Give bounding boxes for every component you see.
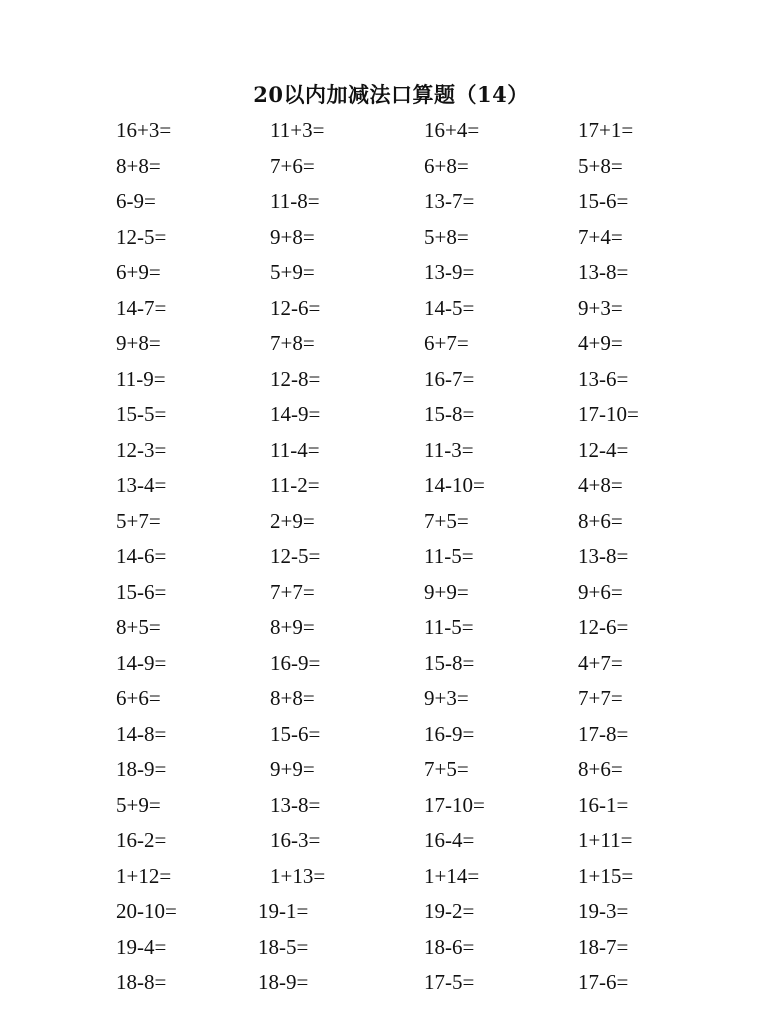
- problem-item: 13-6=: [578, 366, 629, 391]
- problem-row: [0, 326, 782, 362]
- problem-row: [0, 184, 782, 220]
- problem-item: 13-4=: [116, 473, 167, 497]
- problem-item: 7+7=: [578, 686, 623, 710]
- problem-item: 18-9=: [116, 757, 167, 781]
- problem-item: 7+7=: [270, 579, 315, 604]
- problem-item: 17+1=: [578, 118, 634, 142]
- problem-item: 16-9=: [270, 650, 321, 675]
- problem-row: [0, 255, 782, 291]
- problem-item: 13-8=: [578, 260, 629, 284]
- problem-item: 17-6=: [578, 970, 629, 994]
- problem-item: 7+6=: [270, 153, 315, 178]
- problem-item: 16-7=: [424, 366, 475, 391]
- problem-item: 9+6=: [578, 579, 623, 604]
- problem-item: 16-9=: [424, 721, 475, 746]
- problem-item: 11-8=: [270, 189, 320, 213]
- problem-item: 6+8=: [424, 153, 469, 178]
- problem-item: 13-7=: [424, 189, 475, 213]
- problem-item: 8+5=: [116, 615, 161, 639]
- problem-item: 7+5=: [424, 508, 469, 533]
- problem-item: 16-4=: [424, 828, 475, 852]
- problem-item: 6-9=: [116, 189, 156, 213]
- problem-item: 17-5=: [424, 970, 475, 994]
- problem-row: [0, 930, 782, 966]
- problem-item: 1+13=: [270, 863, 326, 888]
- problem-item: 5+9=: [270, 260, 315, 284]
- problem-item: 8+6=: [578, 508, 623, 533]
- problem-item: 1+11=: [578, 828, 633, 852]
- problem-item: 19-2=: [424, 899, 475, 923]
- problem-item: 16-1=: [578, 792, 629, 817]
- problem-item: 19-1=: [258, 899, 309, 923]
- problem-item: 13-9=: [424, 260, 475, 284]
- problem-item: 4+9=: [578, 331, 623, 355]
- problem-item: 4+8=: [578, 473, 623, 497]
- problem-grid: [0, 113, 782, 1001]
- problem-item: 12-8=: [270, 366, 321, 391]
- problem-item: 11-5=: [424, 615, 474, 639]
- problem-row: [0, 362, 782, 398]
- problem-item: 11-5=: [424, 544, 474, 568]
- problem-row: [0, 539, 782, 575]
- problem-item: 18-5=: [258, 934, 309, 959]
- problem-item: 12-3=: [116, 437, 167, 462]
- problem-row: [0, 397, 782, 433]
- problem-row: [0, 610, 782, 646]
- problem-item: 5+7=: [116, 508, 161, 533]
- problem-item: 16-2=: [116, 828, 167, 852]
- problem-item: 16+4=: [424, 118, 480, 142]
- problem-item: 12-4=: [578, 437, 629, 462]
- problem-row: [0, 468, 782, 504]
- problem-item: 13-8=: [578, 544, 629, 568]
- problem-row: [0, 504, 782, 540]
- problem-item: 20-10=: [116, 899, 177, 923]
- problem-item: 15-8=: [424, 650, 475, 675]
- problem-row: [0, 113, 782, 149]
- problem-item: 15-6=: [116, 579, 167, 604]
- problem-item: 14-6=: [116, 544, 167, 568]
- problem-item: 8+9=: [270, 615, 315, 639]
- problem-item: 11-4=: [270, 437, 320, 462]
- problem-item: 9+8=: [116, 331, 161, 355]
- problem-item: 1+14=: [424, 863, 480, 888]
- problem-row: [0, 575, 782, 611]
- problem-item: 2+9=: [270, 508, 315, 533]
- problem-item: 18-7=: [578, 934, 629, 959]
- problem-row: [0, 894, 782, 930]
- problem-row: [0, 433, 782, 469]
- problem-item: 14-7=: [116, 295, 167, 320]
- problem-row: [0, 220, 782, 256]
- problem-row: [0, 823, 782, 859]
- problem-item: 8+6=: [578, 757, 623, 781]
- problem-item: 9+8=: [270, 224, 315, 249]
- problem-item: 9+9=: [424, 579, 469, 604]
- problem-item: 6+7=: [424, 331, 469, 355]
- problem-item: 1+12=: [116, 863, 172, 888]
- problem-item: 15-5=: [116, 402, 167, 426]
- problem-row: [0, 646, 782, 682]
- problem-item: 11-2=: [270, 473, 320, 497]
- problem-row: [0, 291, 782, 327]
- problem-row: [0, 788, 782, 824]
- problem-item: 11-9=: [116, 366, 166, 391]
- problem-item: 7+8=: [270, 331, 315, 355]
- problem-item: 11-3=: [424, 437, 474, 462]
- problem-item: 4+7=: [578, 650, 623, 675]
- problem-item: 9+9=: [270, 757, 315, 781]
- problem-row: [0, 859, 782, 895]
- problem-item: 1+15=: [578, 863, 634, 888]
- problem-item: 13-8=: [270, 792, 321, 817]
- problem-item: 19-4=: [116, 934, 167, 959]
- problem-item: 6+9=: [116, 260, 161, 284]
- problem-item: 12-6=: [270, 295, 321, 320]
- problem-item: 17-8=: [578, 721, 629, 746]
- problem-item: 8+8=: [116, 153, 161, 178]
- problem-row: [0, 149, 782, 185]
- problem-item: 6+6=: [116, 686, 161, 710]
- problem-item: 9+3=: [578, 295, 623, 320]
- problem-item: 12-5=: [116, 224, 167, 249]
- problem-row: [0, 717, 782, 753]
- problem-item: 7+5=: [424, 757, 469, 781]
- problem-row: [0, 752, 782, 788]
- problem-item: 16+3=: [116, 118, 172, 142]
- problem-row: [0, 965, 782, 1001]
- problem-item: 7+4=: [578, 224, 623, 249]
- problem-item: 18-6=: [424, 934, 475, 959]
- problem-item: 14-9=: [270, 402, 321, 426]
- problem-item: 17-10=: [424, 792, 485, 817]
- problem-item: 17-10=: [578, 402, 639, 426]
- problem-item: 9+3=: [424, 686, 469, 710]
- problem-item: 15-6=: [270, 721, 321, 746]
- problem-item: 14-8=: [116, 721, 167, 746]
- problem-item: 5+8=: [578, 153, 623, 178]
- problem-item: 18-9=: [258, 970, 309, 994]
- problem-item: 8+8=: [270, 686, 315, 710]
- problem-item: 5+9=: [116, 792, 161, 817]
- problem-item: 16-3=: [270, 828, 321, 852]
- page-title: 20以内加减法口算题（14）: [253, 82, 529, 107]
- problem-item: 12-5=: [270, 544, 321, 568]
- problem-row: [0, 681, 782, 717]
- problem-item: 12-6=: [578, 615, 629, 639]
- problem-item: 15-6=: [578, 189, 629, 213]
- problem-item: 19-3=: [578, 899, 629, 923]
- problem-item: 11+3=: [270, 118, 325, 142]
- problem-item: 14-10=: [424, 473, 485, 497]
- problem-item: 14-9=: [116, 650, 167, 675]
- problem-item: 15-8=: [424, 402, 475, 426]
- problem-item: 5+8=: [424, 224, 469, 249]
- problem-item: 18-8=: [116, 970, 167, 994]
- problem-item: 14-5=: [424, 295, 475, 320]
